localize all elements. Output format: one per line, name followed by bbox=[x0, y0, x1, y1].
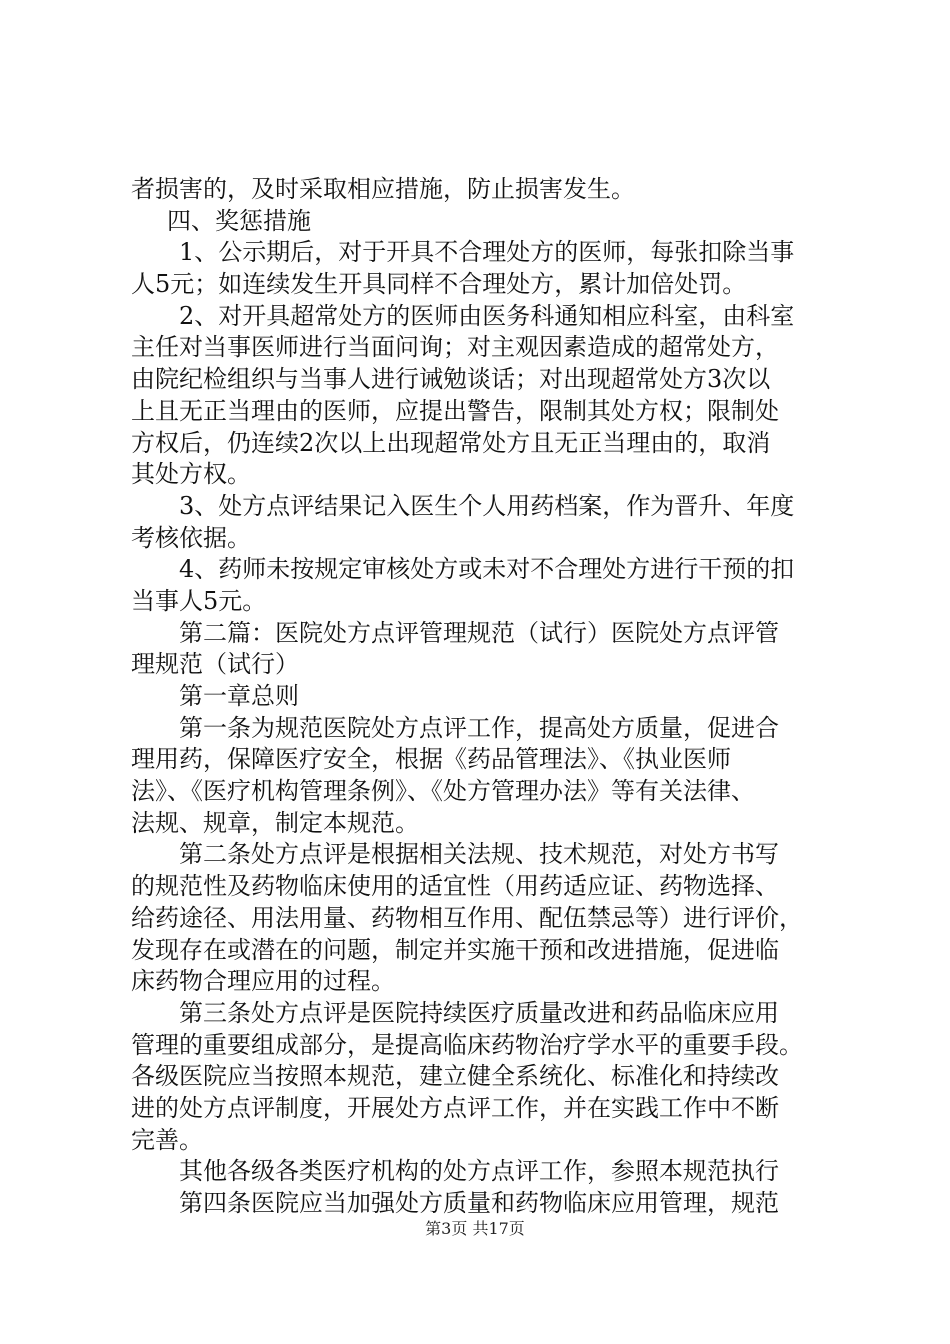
text-line: 的规范性及药物临床使用的适宜性（用药适应证、药物选择、 bbox=[131, 872, 779, 901]
text-line: 完善。 bbox=[131, 1125, 203, 1154]
page-number-footer: 第3页 共17页 bbox=[425, 1219, 525, 1238]
text-line: 主任对当事医师进行当面问询；对主观因素造成的超常处方， bbox=[131, 333, 779, 362]
text-line: 者损害的，及时采取相应措施，防止损害发生。 bbox=[131, 175, 635, 203]
text-line: 理用药，保障医疗安全，根据《药品管理法》、《执业医师 bbox=[131, 745, 731, 774]
text-line: 第二篇：医院处方点评管理规范（试行）医院处方点评管 bbox=[179, 618, 779, 647]
text-line: 2、对开具超常处方的医师由医务科通知相应科室，由科室 bbox=[179, 301, 795, 330]
text-line: 3、处方点评结果记入医生个人用药档案，作为晋升、年度 bbox=[179, 491, 795, 520]
document-body bbox=[131, 174, 843, 1220]
text-line: 各级医院应当按照本规范，建立健全系统化、标准化和持续改 bbox=[131, 1062, 779, 1091]
text-line: 第一条为规范医院处方点评工作，提高处方质量，促进合 bbox=[179, 713, 779, 742]
text-line: 1、公示期后，对于开具不合理处方的医师，每张扣除当事 bbox=[179, 238, 795, 267]
text-line: 第一章总则 bbox=[179, 682, 299, 710]
text-line: 发现存在或潜在的问题，制定并实施干预和改进措施，促进临 bbox=[131, 935, 779, 964]
text-line: 理规范（试行） bbox=[131, 650, 299, 679]
text-line: 第四条医院应当加强处方质量和药物临床应用管理，规范 bbox=[179, 1189, 779, 1217]
text-line: 管理的重要组成部分，是提高临床药物治疗学水平的重要手段。 bbox=[131, 1030, 803, 1059]
text-line: 4、药师未按规定审核处方或未对不合理处方进行干预的扣 bbox=[179, 555, 795, 584]
text-line: 四、奖惩措施 bbox=[167, 206, 311, 235]
text-line: 给药途径、用法用量、药物相互作用、配伍禁忌等）进行评价， bbox=[131, 903, 803, 932]
text-line: 进的处方点评制度，开展处方点评工作，并在实践工作中不断 bbox=[131, 1093, 779, 1122]
text-line: 法规、规章，制定本规范。 bbox=[131, 808, 419, 837]
text-line: 其他各级各类医疗机构的处方点评工作，参照本规范执行 bbox=[179, 1157, 779, 1186]
text-line: 床药物合理应用的过程。 bbox=[131, 967, 395, 996]
text-line: 第二条处方点评是根据相关法规、技术规范，对处方书写 bbox=[179, 840, 779, 869]
text-line: 人5元；如连续发生开具同样不合理处方，累计加倍处罚。 bbox=[131, 270, 747, 299]
text-line: 其处方权。 bbox=[131, 460, 251, 489]
text-line: 当事人5元。 bbox=[131, 586, 267, 615]
text-line: 由院纪检组织与当事人进行诫勉谈话；对出现超常处方3次以 bbox=[131, 365, 771, 394]
text-line: 法》、《医疗机构管理条例》、《处方管理办法》等有关法律、 bbox=[131, 777, 755, 806]
text-line: 方权后，仍连续2次以上出现超常处方且无正当理由的，取消 bbox=[131, 428, 771, 457]
text-line: 第三条处方点评是医院持续医疗质量改进和药品临床应用 bbox=[179, 998, 779, 1027]
text-line: 考核依据。 bbox=[131, 523, 251, 552]
text-line: 上且无正当理由的医师，应提出警告，限制其处方权；限制处 bbox=[131, 396, 779, 425]
